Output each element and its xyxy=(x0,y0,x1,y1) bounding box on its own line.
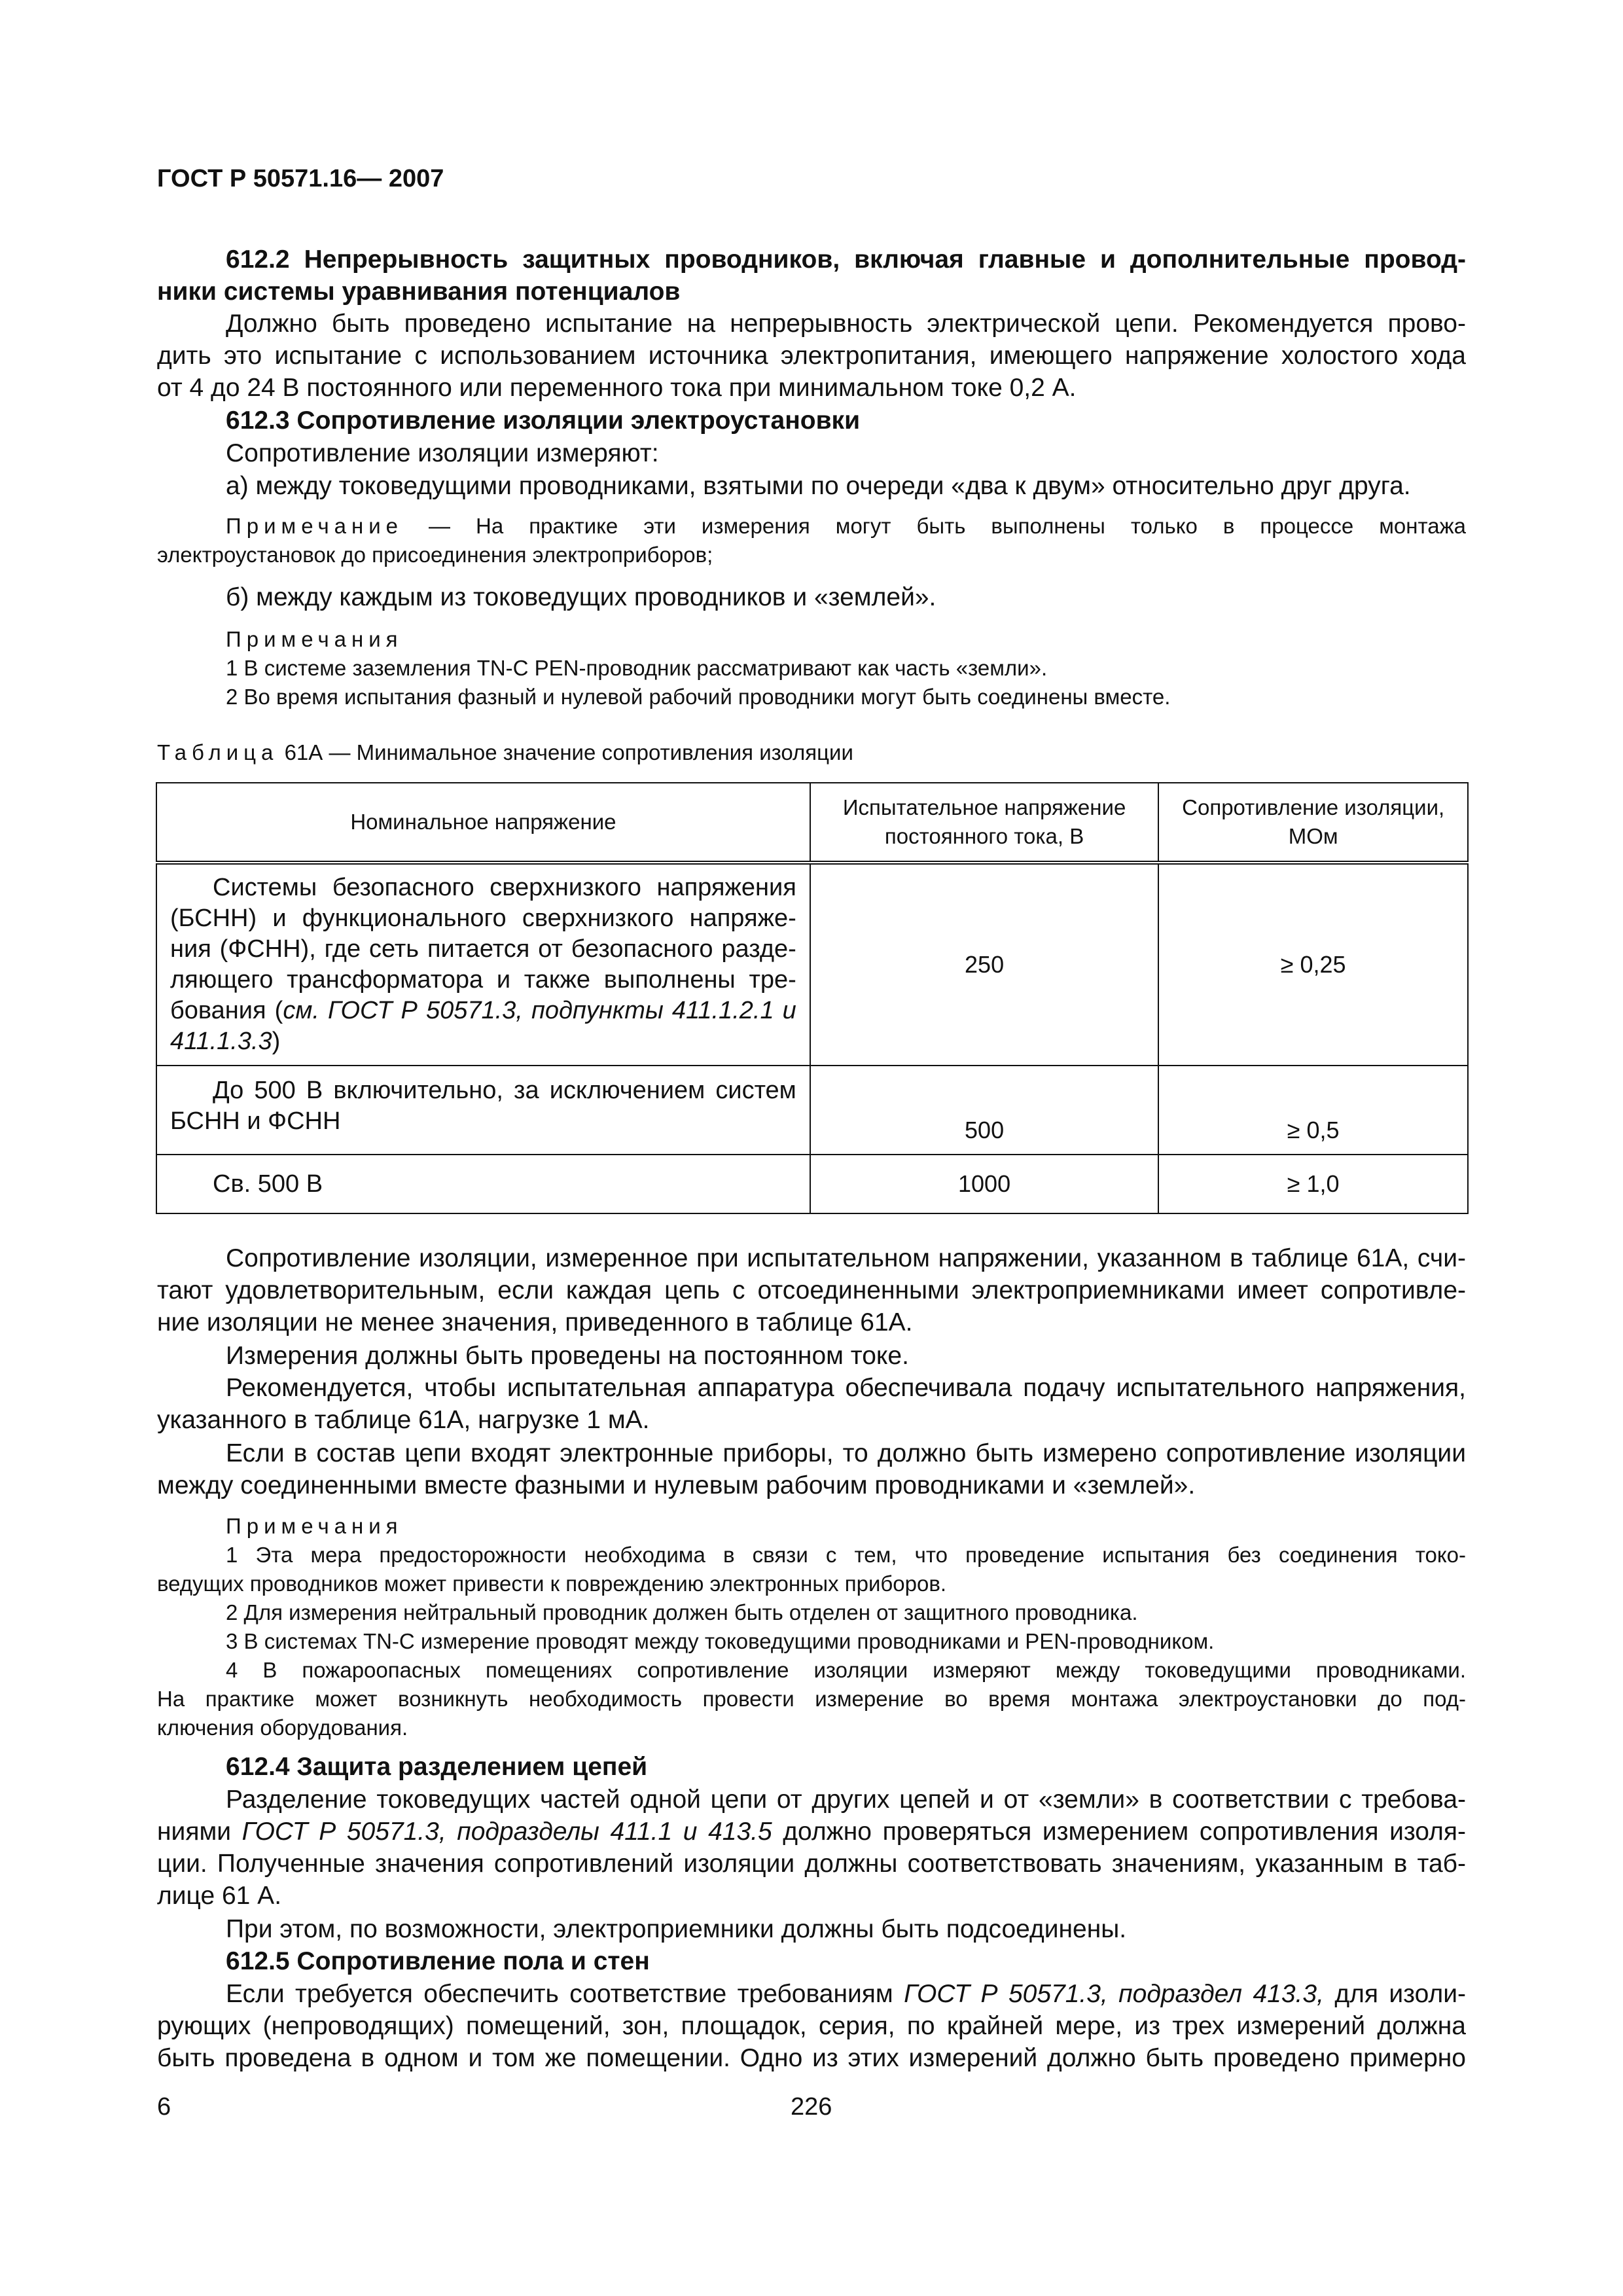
paragraph-line: Если в состав цепи входят электронные приборы, то должно быть измерено сопротивление изоляции xyxy=(226,1439,1466,1467)
header-line: Испытательное напряжение xyxy=(842,795,1126,819)
paragraph-line: Разделение токоведущих частей одной цепи от других цепей и от «земли» в соответствии с требова- xyxy=(226,1785,1466,1814)
page-number-local: 6 xyxy=(157,2093,171,2121)
page-number-global: 226 xyxy=(791,2093,832,2121)
notes-block-2 xyxy=(157,1512,1466,1742)
note-item: 2 Во время испытания фазный и нулевой рабочий проводники могут быть соединены вместе. xyxy=(226,685,1171,709)
paragraph-electronic xyxy=(157,1437,1466,1501)
section-612-5-paragraph xyxy=(157,1978,1466,2074)
note-item: 4 В пожароопасных помещениях сопротивление изоляции измеряют между токоведущими проводниками. xyxy=(226,1658,1466,1682)
section-title-line: ники системы уравнивания потенциалов xyxy=(157,278,681,306)
cell-line: БСНН и ФСНН xyxy=(170,1107,341,1135)
note-item: 1 Эта мера предосторожности необходима в связи с тем, что проведение испытания без соединения токо- xyxy=(226,1543,1466,1567)
table-row xyxy=(156,1066,1468,1155)
column-header-nominal-voltage: Номинальное напряжение xyxy=(156,783,810,863)
paragraph-line: быть проведена в одном и том же помещении. Одно из этих измерений должно быть проведено примерно xyxy=(157,2044,1466,2072)
table-caption-text: 61А — Минимальное значение сопротивления изоляции xyxy=(284,740,853,764)
section-612-4-title: 612.4 Защита разделением цепей xyxy=(226,1753,648,1781)
cell-line: Системы безопасного сверхнизкого напряжения xyxy=(213,874,796,901)
section-612-3-intro: Сопротивление изоляции измеряют: xyxy=(226,439,659,467)
notes-block xyxy=(157,625,1466,711)
cell-resistance: ≥ 1,0 xyxy=(1158,1155,1468,1213)
paragraph-insulation-result xyxy=(157,1242,1466,1338)
paragraph-line xyxy=(157,1816,1466,1848)
cell-text: ) xyxy=(272,1028,281,1055)
cell-reference: см. ГОСТ Р 50571.3, подпункты 411.1.2.1 и xyxy=(283,997,796,1024)
paragraph-line: ции. Полученные значения сопротивлений изоляции должны соответствовать значениям, указанным в таб- xyxy=(157,1850,1466,1878)
section-612-2-title xyxy=(157,243,1466,308)
cell-test-voltage: 1000 xyxy=(810,1155,1159,1213)
item-a: а) между токоведущими проводниками, взятыми по очереди «два к двум» относительно друг друга. xyxy=(226,472,1411,500)
paragraph-line xyxy=(157,1978,1466,2010)
note-item: ведущих проводников может привести к повреждению электронных приборов. xyxy=(157,1571,947,1596)
header-line: Сопротивление изоляции, xyxy=(1182,795,1445,819)
note-item: 2 Для измерения нейтральный проводник должен быть отделен от защитного проводника. xyxy=(226,1600,1138,1624)
paragraph-line: между соединенными вместе фазными и нулевым рабочим проводниками и «землей». xyxy=(157,1471,1196,1499)
table-header-row xyxy=(156,783,1468,863)
paragraph-line: Должно быть проведено испытание на непрерывность электрической цепи. Рекомендуется прово- xyxy=(226,310,1466,338)
header-line: постоянного тока, В xyxy=(884,824,1084,848)
note-line: электроустановок до присоединения электроприборов; xyxy=(157,543,713,567)
note-text: — На практике эти измерения могут быть выполнены только в процессе монтажа xyxy=(429,514,1466,538)
cell-line: (БСНН) и функционального сверхнизкого напряже- xyxy=(170,905,796,932)
paragraph-text: ниями xyxy=(157,1818,242,1846)
paragraph-reference: ГОСТ Р 50571.3, подразделы 411.1 и 413.5 xyxy=(241,1818,772,1846)
cell-test-voltage: 500 xyxy=(810,1066,1159,1155)
table-caption xyxy=(157,738,1466,767)
paragraph-line: рующих (непроводящих) помещений, зон, площадок, серия, по крайней мере, из трех измерений должна xyxy=(157,2012,1466,2040)
item-b: б) между каждым из токоведущих проводников и «землей». xyxy=(226,583,936,611)
paragraph-line: дить это испытание с использованием источника электропитания, имеющего напряжение холостого хода xyxy=(157,342,1466,370)
section-title-line: 612.2 Непрерывность защитных проводников, включая главные и дополнительные провод- xyxy=(226,245,1466,274)
note-item: 3 В системах TN-C измерение проводят между токоведущими проводниками и PEN-проводником. xyxy=(226,1629,1215,1653)
paragraph-reference: ГОСТ Р 50571.3, подраздел 413.3, xyxy=(904,1980,1324,2008)
cell-nominal-voltage: Св. 500 В xyxy=(156,1155,810,1213)
paragraph-text: для изоли- xyxy=(1323,1980,1466,2008)
paragraph-dc: Измерения должны быть проведены на постоянном токе. xyxy=(226,1342,909,1370)
cell-nominal-voltage xyxy=(156,863,810,1066)
cell-resistance: ≥ 0,25 xyxy=(1158,863,1468,1066)
paragraph-line: Рекомендуется, чтобы испытательная аппаратура обеспечивала подачу испытательного напряжения, xyxy=(226,1374,1466,1402)
cell-line xyxy=(170,996,796,1026)
paragraph-test-equipment xyxy=(157,1372,1466,1436)
paragraph-text: Если требуется обеспечить соответствие требованиям xyxy=(226,1980,904,2008)
cell-line: ния (ФСНН), где сеть питается от безопасного разде- xyxy=(170,935,796,963)
notes-label: Примечания xyxy=(226,1514,403,1538)
cell-line xyxy=(170,1026,796,1057)
paragraph-line: указанного в таблице 61А, нагрузке 1 мА. xyxy=(157,1406,650,1434)
paragraph-line: ние изоляции не менее значения, приведенного в таблице 61А. xyxy=(157,1308,913,1336)
notes-label: Примечания xyxy=(226,627,403,651)
paragraph-text: должно проверяться измерением сопротивления изоля- xyxy=(772,1818,1466,1846)
paragraph-line: тают удовлетворительным, если каждая цепь с отсоединенными электроприемниками имеет сопротивле- xyxy=(157,1276,1466,1304)
note-a xyxy=(157,512,1466,569)
table-row xyxy=(156,1155,1468,1213)
cell-reference: 411.1.3.3 xyxy=(170,1028,272,1055)
cell-test-voltage: 250 xyxy=(810,863,1159,1066)
note-item: На практике может возникнуть необходимость провести измерение во время монтажа электроустановки до под- xyxy=(157,1687,1466,1711)
paragraph-line: от 4 до 24 В постоянного или переменного тока при минимальном токе 0,2 А. xyxy=(157,374,1077,402)
column-header-resistance xyxy=(1158,783,1468,863)
section-612-2-paragraph xyxy=(157,308,1466,404)
note-item: 1 В системе заземления TN-C PEN-проводник рассматривают как часть «земли». xyxy=(226,656,1048,680)
note-item: ключения оборудования. xyxy=(157,1715,408,1740)
header-line: МОм xyxy=(1288,824,1338,848)
section-612-4-paragraph xyxy=(157,1784,1466,1912)
paragraph-line: лице 61 А. xyxy=(157,1882,282,1910)
cell-nominal-voltage xyxy=(156,1066,810,1155)
cell-line: ляющего трансформатора и также выполнены тре- xyxy=(170,966,796,994)
table-caption-label: Таблица xyxy=(157,740,279,764)
section-612-4-paragraph-2: При этом, по возможности, электроприемники должны быть подсоединены. xyxy=(226,1915,1127,1943)
note-line xyxy=(157,512,1466,541)
cell-resistance: ≥ 0,5 xyxy=(1158,1066,1468,1155)
section-612-5-title: 612.5 Сопротивление пола и стен xyxy=(226,1947,650,1975)
section-612-3-title: 612.3 Сопротивление изоляции электроустановки xyxy=(226,406,861,435)
column-header-test-voltage xyxy=(810,783,1159,863)
insulation-resistance-table xyxy=(156,782,1469,1214)
document-header: ГОСТ Р 50571.16— 2007 xyxy=(157,165,444,192)
table-row xyxy=(156,863,1468,1066)
cell-line: До 500 В включительно, за исключением систем xyxy=(213,1077,796,1104)
note-label: Примечание xyxy=(226,514,404,538)
cell-text: бования ( xyxy=(170,997,283,1024)
paragraph-line: Сопротивление изоляции, измеренное при испытательном напряжении, указанном в таблице 61А, счи- xyxy=(226,1244,1466,1272)
